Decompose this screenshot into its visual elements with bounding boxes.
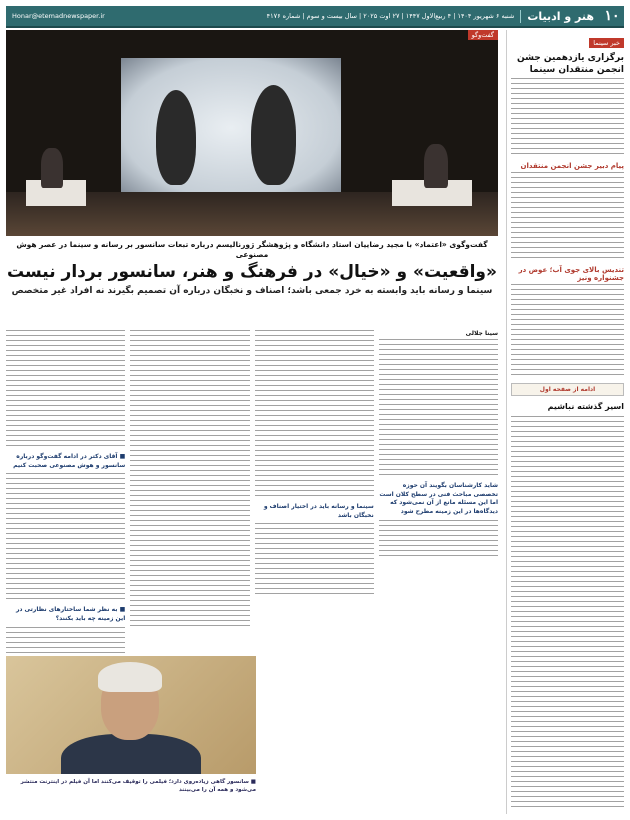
masthead [6, 6, 624, 28]
section-email: Honar@etemadnewspaper.ir [12, 12, 105, 20]
body-text-3 [130, 330, 249, 630]
body-text-1b [379, 520, 498, 560]
photo-tag: گفت‌وگو [468, 30, 498, 40]
sidebar-text-3 [511, 284, 624, 379]
portrait-suit [61, 734, 201, 774]
story-kicker: گفت‌وگوی «اعتماد» با مجید رضاییان استاد دانشگاه و پژوهشگر ژورنالیسم درباره تبعات سانسور بر رسانه و سینما در عصر هوش مصنوعی [16, 240, 488, 260]
story-headline: «واقعیت» و «خیال» در فرهنگ و هنر، سانسور بردار نیست [7, 262, 497, 283]
sidebar-text-1 [511, 78, 624, 158]
portrait-hair [98, 662, 162, 692]
visitor-right [424, 144, 448, 188]
sidebar-tag: خبر سینما [589, 38, 624, 48]
pull-quote-1: شاید کارشناسان بگویند آن حوزه تخصصی مباحث فنی در سطح کلان است اما این مسئله مانع از آن نمی‌شود که دیدگاه‌ها در این زمینه مطرح شود [379, 482, 498, 516]
story-subhead: سینما و رسانه باید وابسته به خرد جمعی باشد؛ اصناف و نخبگان درباره آن تصمیم بگیرند نه افراد غیر متخصص [11, 285, 493, 296]
main-story [6, 30, 498, 814]
body-column-2 [255, 330, 374, 814]
body-text-1 [379, 339, 498, 479]
section-title: هنر و ادبیات [520, 10, 600, 23]
body-text-4b [6, 473, 125, 603]
shadow-figure-left [156, 90, 196, 185]
page-number: ۱۰ [604, 8, 620, 24]
body-text-2b [255, 523, 374, 598]
sidebar-subhead-4: اسیر گذشته نباشیم [547, 402, 624, 412]
pull-quote-2: سینما و رسانه باید در اختیار اصناف و نخبگان باشد [263, 503, 374, 519]
issue-line: شنبه ۶ شهریور ۱۴۰۴ | ۴ ربیع‌الاول ۱۴۴۷ | ۲۷ اوت ۲۰۲۵ | سال بیست و سوم | شماره ۴۱۷۶ [266, 12, 515, 20]
sidebar [506, 30, 624, 814]
sidebar-headline: برگزاری یازدهمین جشن انجمن منتقدان سینما [517, 53, 624, 75]
continued-label: ادامه از صفحه اول [511, 383, 624, 396]
byline: سینا جلالی [465, 330, 498, 337]
sidebar-text-4 [511, 416, 624, 811]
exhibition-photo [6, 30, 498, 236]
sidebar-text-2 [511, 172, 624, 262]
body-text-2 [255, 330, 374, 500]
shadow-figure-right [251, 85, 296, 185]
body-text-4 [6, 330, 125, 450]
question-1: ■ آقای دکتر در ادامه گفت‌وگو درباره سانسور و هوش مصنوعی صحبت کنیم [13, 453, 126, 469]
visitor-left [41, 148, 63, 188]
sidebar-subhead-2: پیام دبیر جشن انجمن منتقدان [520, 162, 624, 171]
question-2: ■ به نظر شما ساختارهای نظارتی در این زمینه چه باید بکنند؟ [15, 606, 126, 623]
body-column-1 [379, 330, 498, 814]
story-body [6, 330, 498, 814]
projection-screen [121, 58, 341, 198]
portrait-caption: ■ سانسور گاهی زیاده‌روی دارد؛ فیلمی را توقیف می‌کنند اما آن فیلم در اینترنت منتشر می‌شود و همه آن را می‌بینند [20, 779, 256, 794]
sidebar-subhead-3: تندیس بالای جوی آب؛ عوض در جشنواره ونیز [518, 266, 624, 283]
interviewee-portrait [6, 656, 256, 774]
